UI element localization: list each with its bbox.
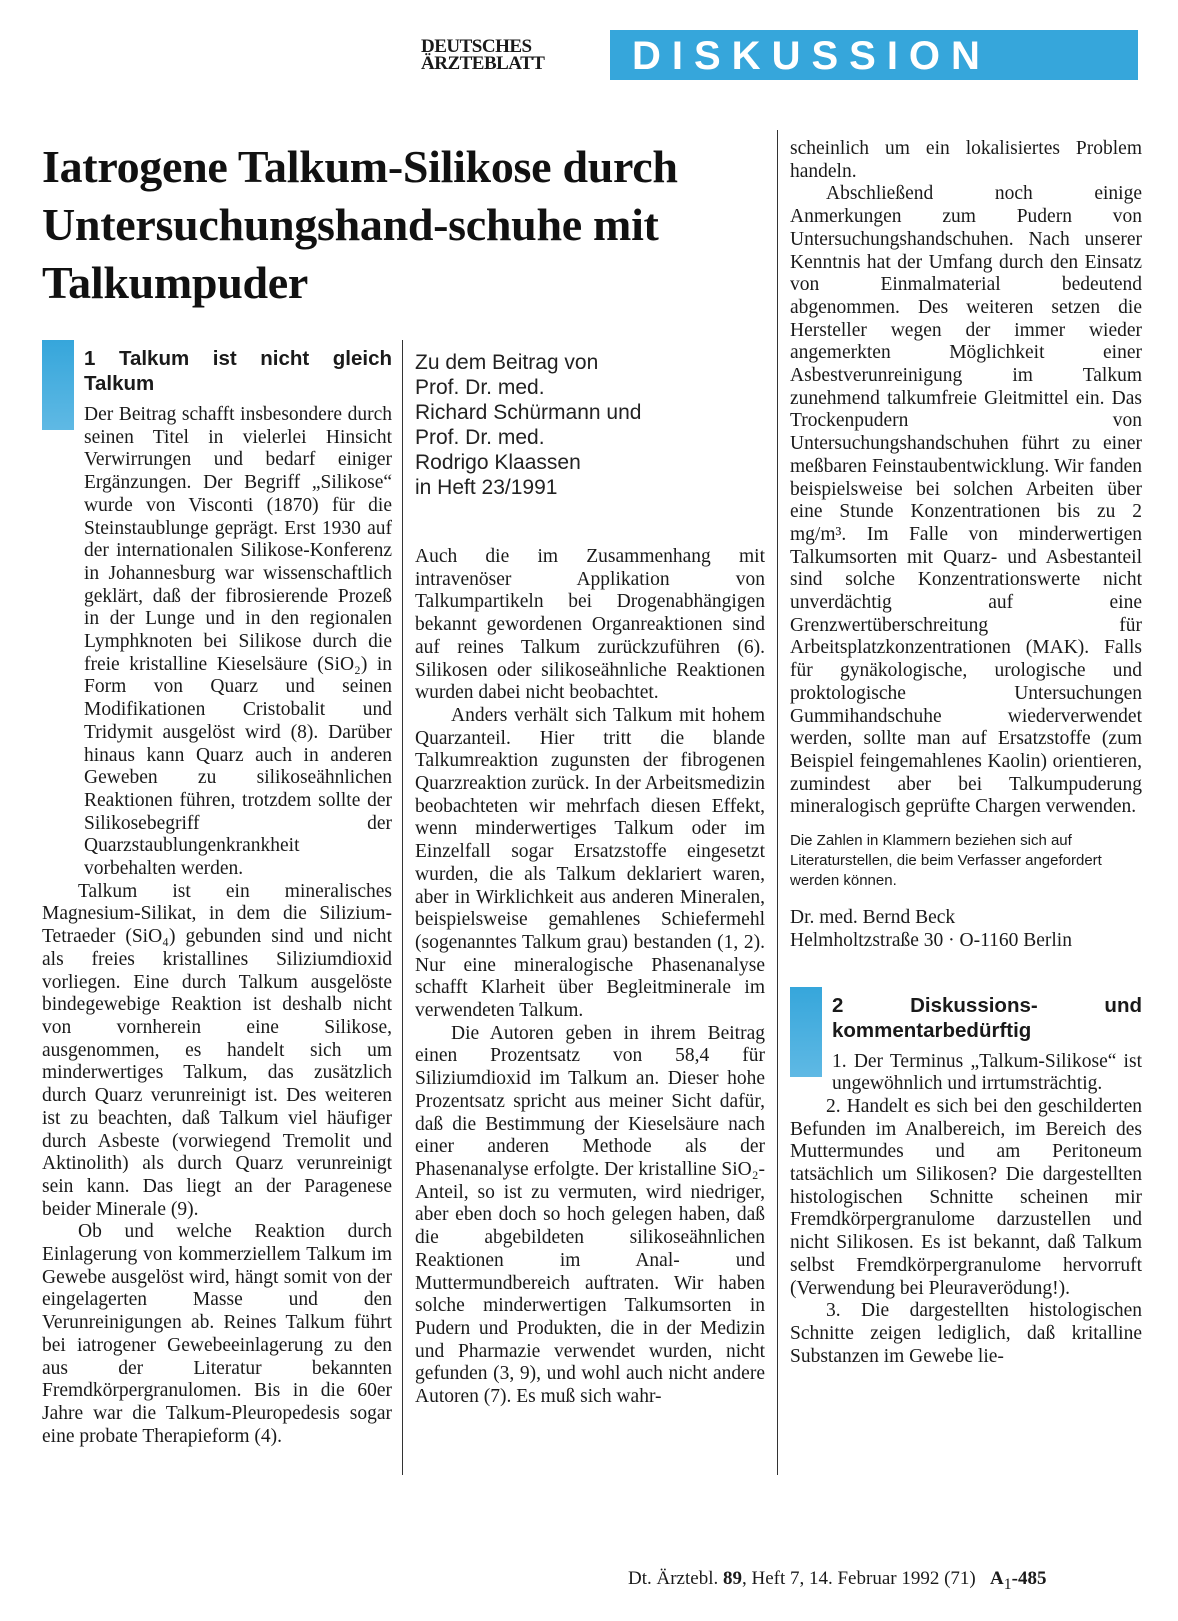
footer-page-prefix: A bbox=[990, 1568, 1004, 1589]
section-marker bbox=[790, 987, 822, 1077]
author-block bbox=[790, 907, 1142, 952]
column-2 bbox=[415, 546, 765, 1409]
paragraph: 3. Die dargestellten histologischen Schnitte zeigen lediglich, daß kritalline Substanzen im Gewebe lie- bbox=[790, 1300, 1142, 1367]
article-reference bbox=[415, 350, 745, 500]
section-banner bbox=[610, 30, 1138, 80]
reference-note: Die Zahlen in Klammern beziehen sich auf Literaturstellen, die beim Verfasser angefordert werden können. bbox=[790, 832, 1102, 890]
paragraph: 1. Der Terminus „Talkum-Silikose“ ist ungewöhnlich und irrtumsträchtig. bbox=[832, 1050, 1142, 1095]
paragraph: 2. Handelt es sich bei den geschilderten Befunden im Analbereich, im Bereich des Muttermundes und am Peritoneum tatsächlich um Silikosen? Die dargestellten histologischen Schnitte scheinen mir Fremdkörpergranulome darzustellen und nicht Silikosen. Es ist bekannt, daß Talkum selbst Fremdkörpergranulome hervorruft (Verwendung bei Pleuraverödung!). bbox=[790, 1095, 1142, 1299]
footer-volume: 89 bbox=[722, 1568, 742, 1589]
paragraph: Anders verhält sich Talkum mit hohem Quarzanteil. Hier tritt die blande Talkumreaktion zugunsten der fibrogenen Quarzreaktion zurück. In der Arbeitsmedizin beobachteten wir mehrfach diesen Effekt, wenn minderwertiges Talkum oder im Einzelfall sogar Ersatzstoffe eingesetzt wurden, die als Talkum deklariert waren, aber in Wirklichkeit aus anderen Mineralen, beispielsweise gemahlenes Schiefermehl (sogenanntes Talkum grau) bestanden (1, 2). Nur eine mineralogische Phasenanalyse schafft Klarheit über Begleitminerale im verwendeten Talkum. bbox=[415, 704, 765, 1022]
reference-line: Zu dem Beitrag von bbox=[415, 351, 599, 374]
reference-line: in Heft 23/1991 bbox=[415, 476, 558, 499]
column-3 bbox=[790, 138, 1142, 1368]
paragraph: Auch die im Zusammenhang mit intravenöser Applikation von Talkumpartikeln bei Drogenabhängigen bekannt gewordenen Organreaktionen sind auf reines Talkum zurückzuführen (6). Silikosen oder silikoseähnliche Reaktionen wurden dabei nicht beobachtet. bbox=[415, 546, 765, 704]
column-rule-1 bbox=[402, 340, 403, 1475]
footer-page-sub: 1 bbox=[1003, 1575, 1012, 1593]
masthead-line-1: DEUTSCHES bbox=[421, 36, 532, 57]
section-1-heading: 1 Talkum ist nicht gleich Talkum bbox=[84, 347, 392, 395]
section-1-header bbox=[42, 346, 392, 396]
section-2-heading: 2 Diskussions- und kommentarbedürftig bbox=[832, 993, 1142, 1042]
paragraph: Der Beitrag schafft insbesondere durch seinen Titel in vielerlei Hinsicht Verwirrungen und bedarf einiger Ergänzungen. Der Begriff „Silikose“ wurde von Visconti (1870) für die Steinstaublunge geprägt. Erst 1930 auf der internationalen Silikose-Konferenz in Johannesburg war wissenschaftlich geklärt, daß der fibrosierende Prozeß in der Lunge und in den regionalen Lymphknoten bei Silikose durch die freie kristalline Kieselsäure (SiO₂) in Form von Quarz und seinen Modifikationen Cristobalit und Tridymit ausgelöst wird (8). Darüber hinaus kann Quarz auch in anderen Geweben zu silikoseähnlichen Reaktionen führen, trotzdem sollte der Silikosebegriff der Quarzstaublungenkrankheit vorbehalten werden. bbox=[84, 404, 392, 880]
masthead-line-2: ÄRZTEBLATT bbox=[421, 53, 545, 74]
section-2-header bbox=[790, 993, 1142, 1043]
paragraph: Die Autoren geben in ihrem Beitrag einen Prozentsatz von 58,4 für Siliziumdioxid im Talkum an. Dieser hohe Prozentsatz spricht aus meiner Sicht dafür, daß die Bestimmung der Kieselsäure nach einer anderen Methode als der Phasenanalyse erfolgte. Der kristalline SiO₂-Anteil, so ist zu vermuten, wird niedriger, aber eben doch so hoch gelegen haben, daß die abgebildeten silikoseähnlichen Reaktionen im Anal- und Muttermundbereich auftraten. Wir haben solche minderwertigen Talkumsorten in Pudern und Produkten, die in der Medizin und Pharmazie verwendet wurden, nicht gefunden (3, 9), und wohl auch nicht andere Autoren (7). Es muß sich wahr- bbox=[415, 1022, 765, 1408]
section-marker bbox=[42, 340, 74, 430]
section-label: DISKUSSION bbox=[632, 34, 991, 78]
footer-page: -485 bbox=[1011, 1568, 1047, 1589]
author-name: Dr. med. Bernd Beck bbox=[790, 907, 956, 929]
paragraph: Abschließend noch einige Anmerkungen zum Pudern von Untersuchungshandschuhen. Nach unserer Kenntnis hat der Umfang durch den Einsatz von Einmalmaterial bedeutend abgenommen. Des weiteren setzen die Hersteller wegen der immer wieder angemerkten Möglichkeit einer Asbestverunreinigung im Talkum zunehmend talkumfreie Gleitmittel ein. Das Trockenpudern von Untersuchungshandschuhen führt zu einer meßbaren Feinstaubentwicklung. Wir fanden beispielsweise bei solchen Arbeiten über eine Stunde Konzentrationen bis zu 2 mg/m³. Im Falle von minderwertigen Talkumsorten mit Quarz- und Asbestanteil sind solche Konzentrationswerte nicht unverdächtig auf eine Grenzwertüberschreitung für Arbeitsplatzkonzentrationen (MAK). Falls für gynäkologische, urologische und proktologische Untersuchungen Gummihandschuhe wiederverwendet werden, sollte man auf Ersatzstoffe (zum Beispiel feingemahlenes Kaolin) orientieren, zumindest aber bei Talkumpuderung mineralogisch geprüfte Chargen verwenden. bbox=[790, 183, 1142, 818]
column-rule-2 bbox=[777, 130, 778, 1475]
reference-line: Prof. Dr. med. bbox=[415, 376, 545, 399]
footer-issue: , Heft 7, 14. Februar 1992 (71) bbox=[741, 1568, 976, 1589]
reference-line: Rodrigo Klaassen bbox=[415, 451, 581, 474]
column-1 bbox=[42, 346, 392, 1448]
page-footer bbox=[628, 1568, 1046, 1594]
paragraph: Talkum ist ein mineralisches Magnesium-Silikat, in dem die Silizium-Tetraeder (SiO₄) gebunden sind und nicht als freies kristallines Siliziumdioxid vorliegen. Eine durch Talkum ausgelöste bindegewebige Reaktion ist deshalb nicht von vornherein eine Silikose, ausgenommen, es handelt sich um minderwertiges Talkum, das zusätzlich durch Quarz verunreinigt ist. Des weiteren ist zu beachten, daß Talkum viel häufiger durch Asbeste (vorwiegend Tremolit und Aktinolith) als durch Quarz verunreinigt sein kann. Das liegt an der Paragenese beider Minerale (9). bbox=[42, 880, 392, 1220]
reference-line: Prof. Dr. med. bbox=[415, 426, 545, 449]
paragraph: Ob und welche Reaktion durch Einlagerung von kommerziellem Talkum im Gewebe ausgelöst wird, hängt somit von der eingelagerten Masse und den Verunreinigungen ab. Reines Talkum führt bei iatrogener Gewebeeinlagerung zu den aus der Literatur bekannten Fremdkörpergranulomen. Bis in die 60er Jahre war die Talkum-Pleuropedesis sogar eine probate Therapieform (4). bbox=[42, 1221, 392, 1447]
reference-line: Richard Schürmann und bbox=[415, 401, 642, 424]
article-title: Iatrogene Talkum-Silikose durch Untersuchungshand-schuhe mit Talkumpuder bbox=[42, 141, 678, 308]
journal-masthead bbox=[421, 38, 544, 72]
author-address: Helmholtzstraße 30 · O-1160 Berlin bbox=[790, 929, 1072, 951]
footer-journal: Dt. Ärztebl. bbox=[628, 1568, 719, 1589]
paragraph: scheinlich um ein lokalisiertes Problem handeln. bbox=[790, 138, 1142, 182]
